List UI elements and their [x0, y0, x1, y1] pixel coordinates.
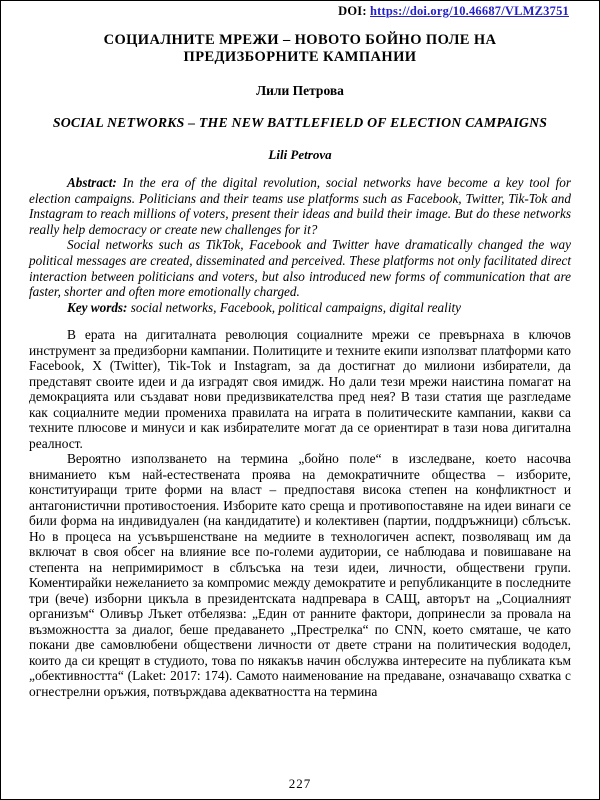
article-body — [29, 327, 571, 699]
abstract-paragraph-1 — [29, 175, 571, 237]
abstract-paragraph-2: Social networks such as TikTok, Facebook and Twitter have dramatically changed the way political messages are created, disseminated and perceived. These platforms not only facilitated direct interaction between politicians and voters, but also introduced new forms of communication that are faster, shorter and often more emotionally charged. — [29, 237, 571, 300]
author-name-bulgarian: Лили Петрова — [256, 83, 344, 98]
author-name-english: Lili Petrova — [268, 147, 332, 162]
keywords-text: social networks, Facebook, political campaigns, digital reality — [130, 299, 461, 315]
abstract-section — [29, 175, 571, 315]
page-content — [1, 1, 599, 699]
keywords-line — [29, 300, 571, 316]
keywords-label: Key words: — [67, 299, 131, 315]
doi-link[interactable]: https://doi.org/10.46687/VLMZ3751 — [370, 4, 569, 18]
doi-label: DOI: — [338, 4, 371, 18]
page-number: 227 — [288, 776, 312, 791]
page-title-english: SOCIAL NETWORKS – THE NEW BATTLEFIELD OF ELECTION CAMPAIGNS — [52, 115, 548, 130]
body-paragraph-1: В ерата на дигиталната революция социалните мрежи се превърнаха в ключов инструмент за предизборни кампании. Политиците и техните екипи използват платформи като Facebook, X (Twitter), Tik-Tok и Instagram, за да достигнат до милиони избиратели, да представят своите идеи и да изградят своя имидж. Но дали тези мрежи наистина помагат на демокрацията или създават нови предизвикателства пред нея? В тази статия ще разгледаме как социалните медии промениха правилата на играта в политическите кампании, какви са техните плюсове и минуси и как избирателите могат да се ориентират в тази нова дигитална реалност. — [29, 327, 571, 451]
abstract-label: Abstract: — [67, 175, 123, 190]
doi-line — [29, 4, 571, 19]
abstract-text-1: In the era of the digital revolution, social networks have become a key tool for election campaigns. Politicians and their teams use platforms such as Facebook, Twitter, Tik-Tok and Instagram to reach millions of voters, present their ideas and build their image. But do these networks really help democracy or create new challenges for it? — [29, 175, 571, 237]
body-paragraph-2: Вероятно използването на термина „бойно поле“ в изследване, което насочва вниманието към най-естествената проява на демократичните общества – изборите, конституиращи трите форми на власт – предпоставя висока степен на конфликтност и антагонистични противостоения. Изборите като среща и противопоставяне на идеи винаги се били форма на индивидуален (на кандидатите) и колективен (партии, поддръжници) сблъсък. Но в процеса на усъвършенстване на медиите в технологичен аспект, позволяващ им да включат в своя обсег на влияние все по-големи аудитории, се наблюдава и повишаване на степента на непримиримост в сблъсъка на тези идеи, личности, обществени групи. Коментирайки нежеланието за компромис между демократите и републиканците в последните три (вече) изборни цикъла в президентската надпревара в САЩ, авторът на „Социалният организъм“ Оливър Лъкет отбелязва: „Един от ранните фактори, допринесли за провала на възможността за диалог, беше предаването „Престрелка“ по CNN, което смяташе, че като покани две самовлюбени обществени личности от двете страни на политическия вододел, които да си крещят в студиото, това по някакъв начин обслужва интересите на публиката към „обективността“ (Laket: 2017: 174). Самото наименование на предаване, означаващо схватка с огнестрелни оръжия, потвърждава адекватността на термина — [29, 451, 571, 699]
page-title-bulgarian: СОЦИАЛНИТЕ МРЕЖИ – НОВОТО БОЙНО ПОЛЕ НА ПРЕДИЗБОРНИТЕ КАМПАНИИ — [103, 32, 497, 65]
